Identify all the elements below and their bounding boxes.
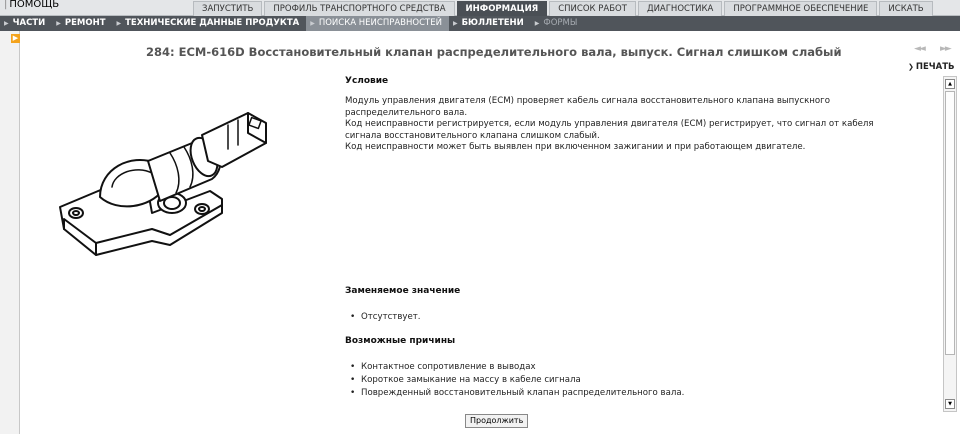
tab-work-list[interactable]: СПИСОК РАБОТ <box>549 1 636 16</box>
tab-information[interactable]: ИНФОРМАЦИЯ <box>457 1 548 16</box>
tab-launch[interactable]: ЗАПУСТИТЬ <box>193 1 262 16</box>
next-page-icon[interactable]: ►► <box>940 44 950 54</box>
continue-button[interactable]: Продолжить <box>465 414 528 428</box>
tab-diagnostics[interactable]: ДИАГНОСТИКА <box>638 1 722 16</box>
print-label: ПЕЧАТЬ <box>915 62 955 72</box>
subnav-label: ПОИСКА НЕИСПРАВНОСТЕЙ <box>318 18 442 28</box>
condition-line: Код неисправности регистрируется, если модуль управления двигателя (ECM) регистрирует, что сигнал от кабеля <box>345 119 874 129</box>
play-arrow-icon: ▶ <box>452 20 458 27</box>
list-item: • Короткое замыкание на массу в кабеле сигнала <box>361 375 581 387</box>
subnav-label: ТЕХНИЧЕСКИЕ ДАННЫЕ ПРОДУКТА <box>125 18 300 28</box>
subnav-parts[interactable] <box>0 16 52 31</box>
condition-line: распределительного вала. <box>345 107 468 118</box>
main-tabs <box>193 1 935 16</box>
condition-line: Модуль управления двигателя (ECM) проверяет кабель сигнала восстановительного клапана выпускного <box>345 96 830 106</box>
subnav-label: БЮЛЛЕТЕНИ <box>461 18 524 28</box>
scroll-up-icon[interactable]: ▲ <box>945 79 955 89</box>
condition-line: сигнала восстановительного клапана слишком слабый. <box>345 130 600 141</box>
play-arrow-icon: ▶ <box>116 20 122 27</box>
top-tab-bar <box>0 0 960 16</box>
list-item: • Поврежденный восстановительный клапан распределительного вала. <box>361 388 684 400</box>
subnav-label: РЕМОНТ <box>64 18 106 28</box>
print-button[interactable] <box>908 62 955 72</box>
expand-sidebar-icon[interactable]: ▶ <box>12 34 19 42</box>
scroll-down-icon[interactable]: ▼ <box>945 399 955 409</box>
sidebar-strip <box>0 31 20 434</box>
subnav-label: ЧАСТИ <box>12 18 46 28</box>
subnav-repair[interactable] <box>52 16 112 31</box>
substitute-value-heading: Заменяемое значение <box>345 286 461 296</box>
possible-causes-heading: Возможные причины <box>345 336 456 346</box>
help-link[interactable]: | ПОМОЩЬ <box>4 0 60 10</box>
play-arrow-icon: ▶ <box>534 20 540 27</box>
scrollbar-thumb[interactable] <box>945 91 955 355</box>
page-title: 284: ECM-616D Восстановительный клапан распределительного вала, выпуск. Сигнал слишком слабый <box>146 45 842 59</box>
condition-heading: Условие <box>345 76 389 86</box>
tab-software[interactable]: ПРОГРАММНОЕ ОБЕСПЕЧЕНИЕ <box>724 1 877 16</box>
subnav-bulletins[interactable] <box>449 16 531 31</box>
play-arrow-icon: ▶ <box>56 20 61 27</box>
content-scrollbar[interactable] <box>943 76 957 412</box>
previous-page-icon[interactable]: ◄◄ <box>914 44 924 54</box>
list-item: • Контактное сопротивление в выводах <box>361 362 536 374</box>
condition-line: Код неисправности может быть выявлен при включенном зажигании и при работающем двигателе. <box>345 142 806 152</box>
subnav-label: ФОРМЫ <box>543 18 578 28</box>
content-panel <box>345 76 940 406</box>
sub-navigation <box>0 16 960 31</box>
list-item: • Отсутствует. <box>361 312 421 324</box>
subnav-technical-data[interactable] <box>113 16 307 31</box>
chevron-right-icon: ❯ <box>908 63 914 71</box>
subnav-troubleshooting[interactable] <box>306 16 449 31</box>
help-label: ПОМОЩЬ <box>9 0 60 10</box>
tab-search[interactable]: ИСКАТЬ <box>879 1 932 16</box>
tab-vehicle-profile[interactable]: ПРОФИЛЬ ТРАНСПОРТНОГО СРЕДСТВА <box>264 1 454 16</box>
play-arrow-icon: ▶ <box>310 20 315 27</box>
camshaft-valve-illustration <box>52 95 277 265</box>
play-arrow-icon: ▶ <box>4 20 9 27</box>
subnav-forms[interactable] <box>531 16 585 31</box>
